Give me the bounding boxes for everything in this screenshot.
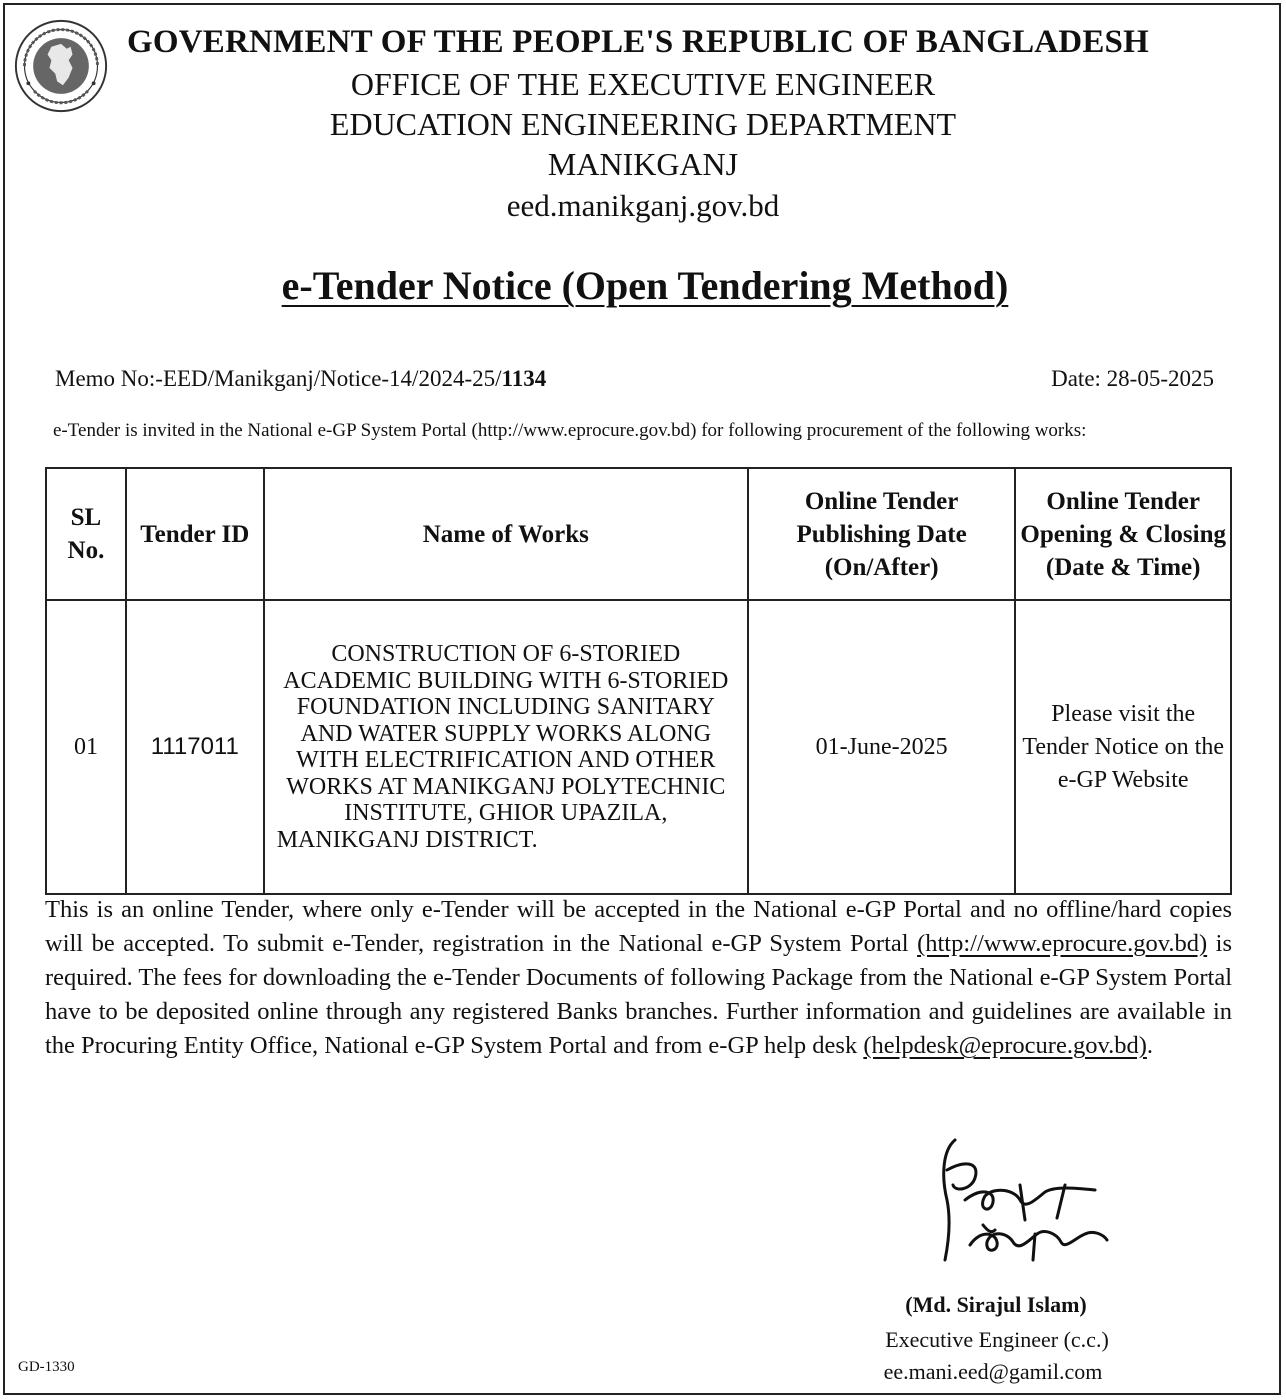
memo-number: Memo No:-EED/Manikganj/Notice-14/2024-25/1134 <box>55 366 547 391</box>
header-department: EDUCATION ENGINEERING DEPARTMENT <box>329 106 957 142</box>
table-row <box>46 600 1231 894</box>
instructions-paragraph: This is an online Tender, where only e-Tender will be accepted in the National e-GP Portal and no offline/hard copies will be accepted. To submit e-Tender, registration in the National e-GP System Portal (http://www.eprocure.gov.bd) is required. The fees for downloading the e-Tender Documents of following Package from the National e-GP System Portal have to be deposited online through any registered Banks branches. Further information and guidelines are available in the Procuring Entity Office, National e-GP System Portal and from e-GP help desk (helpdesk@eprocure.gov.bd). <box>45 896 1232 1059</box>
cell-name-of-works: CONSTRUCTION OF 6-STORIED ACADEMIC BUILDING WITH 6-STORIED FOUNDATION INCLUDING SANITARY AND WATER SUPPLY WORKS ALONG WITH ELECTRIFICATION AND OTHER WORKS AT MANIKGANJ POLYTECHNIC INSTITUTE, GHIOR UPAZILA, MANIKGANJ DISTRICT. <box>264 600 748 894</box>
eprocure-link[interactable]: (http://www.eprocure.gov.bd) <box>917 930 1208 957</box>
table-header-row <box>46 468 1231 600</box>
signatory-designation: Executive Engineer (c.c.) <box>885 1327 1109 1352</box>
notice-date: Date: 28-05-2025 <box>1051 366 1214 391</box>
col-header-publishing-date: Online Tender Publishing Date (On/After) <box>748 468 1016 600</box>
footer-code: GD-1330 <box>18 1359 75 1375</box>
col-header-opening-closing: Online Tender Opening & Closing (Date & Time) <box>1015 468 1231 600</box>
cell-sl: 01 <box>46 600 126 894</box>
helpdesk-email-link[interactable]: (helpdesk@eprocure.gov.bd) <box>863 1032 1147 1059</box>
col-header-sl: SL No. <box>46 468 126 600</box>
header-district: MANIKGANJ <box>547 146 739 182</box>
signature-icon <box>925 1130 1115 1290</box>
col-header-name-of-works: Name of Works <box>264 468 748 600</box>
header-government: GOVERNMENT OF THE PEOPLE'S REPUBLIC OF BANGLADESH <box>127 24 1149 60</box>
signatory-email[interactable]: ee.mani.eed@gamil.com <box>883 1359 1103 1384</box>
tender-table <box>45 467 1232 895</box>
col-header-tender-id: Tender ID <box>126 468 264 600</box>
invitation-text: e-Tender is invited in the National e-GP System Portal (http://www.eprocure.gov.bd) for following procurement of the following works: <box>53 420 1087 441</box>
cell-publishing-date: 01-June-2025 <box>748 600 1016 894</box>
cell-opening-closing: Please visit the Tender Notice on the e-GP Website <box>1015 600 1231 894</box>
signatory-name: (Md. Sirajul Islam) <box>905 1292 1087 1317</box>
notice-title: e-Tender Notice (Open Tendering Method) <box>281 263 1009 308</box>
header-website: eed.manikganj.gov.bd <box>506 188 780 223</box>
header-office: OFFICE OF THE EXECUTIVE ENGINEER <box>350 66 936 102</box>
cell-tender-id: 1117011 <box>126 600 264 894</box>
